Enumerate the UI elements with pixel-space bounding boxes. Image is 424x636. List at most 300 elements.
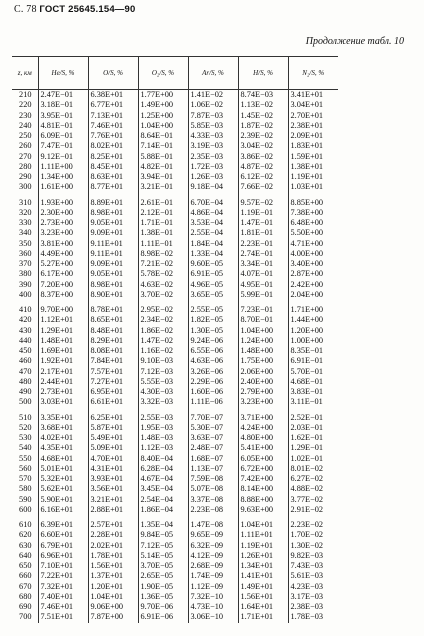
altitude-cell: 430 (19, 325, 32, 335)
value-cell: 5.88E−01 (138, 152, 188, 162)
table-row (12, 515, 338, 530)
value-cell: 7.12E−03 (138, 367, 188, 377)
table-row (12, 541, 338, 551)
value-cell: 9.70E+00 (38, 300, 88, 315)
value-cell: 1.30E−05 (188, 326, 238, 336)
standard-code: ГОСТ 25645.154—90 (39, 4, 136, 15)
value-cell: 3.65E−05 (188, 290, 238, 300)
table-row (12, 377, 338, 387)
table-row (12, 571, 338, 581)
value-cell: 7.10E+01 (38, 561, 88, 571)
table-row (12, 152, 338, 162)
value-cell: 1.34E+01 (238, 561, 288, 571)
table-row (12, 346, 338, 356)
value-cell: 9.65E−09 (188, 530, 238, 540)
value-cell: 2.73E+01 (38, 387, 88, 397)
value-cell: 2.61E−01 (138, 193, 188, 208)
value-cell: 1.12E+01 (38, 315, 88, 325)
value-cell: 2.39E−02 (238, 131, 288, 141)
value-cell: 5.55E−03 (138, 377, 188, 387)
value-cell: 2.04E+00 (288, 290, 338, 300)
value-cell: 7.87E+00 (88, 612, 138, 622)
value-cell: 3.40E+00 (288, 259, 338, 269)
value-cell: 5.62E+01 (38, 484, 88, 494)
value-cell: 1.30E−02 (288, 541, 338, 551)
altitude-cell: 330 (19, 218, 32, 227)
value-cell: 3.35E+01 (38, 408, 88, 423)
value-cell: 6.48E+00 (288, 218, 338, 228)
value-cell: 5.99E−01 (238, 290, 288, 300)
value-cell: 3.26E−06 (188, 367, 238, 377)
value-cell: 9.05E+01 (88, 269, 138, 279)
value-cell: 3.23E+00 (38, 228, 88, 238)
value-cell: 2.87E+00 (288, 269, 338, 279)
value-cell: 6.60E+01 (38, 530, 88, 540)
value-cell: 2.38E−03 (288, 602, 338, 612)
value-cell: 6.55E−06 (188, 346, 238, 356)
altitude-cell: 680 (19, 591, 32, 601)
altitude-cell: 390 (19, 279, 32, 289)
table-row (12, 408, 338, 423)
value-cell: 7.76E+01 (88, 131, 138, 141)
value-cell: 1.47E−08 (188, 515, 238, 530)
value-cell: 9.10E−03 (138, 356, 188, 366)
value-cell: 8.40E−04 (138, 454, 188, 464)
value-cell: 3.68E+01 (38, 423, 88, 433)
value-cell: 1.64E+01 (238, 602, 288, 612)
altitude-cell: 650 (19, 561, 32, 570)
value-cell: 7.59E−08 (188, 474, 238, 484)
value-cell: 2.30E+00 (38, 208, 88, 218)
value-cell: 1.62E−01 (288, 433, 338, 443)
table-continuation-label: Продолжение табл. 10 (305, 36, 404, 47)
value-cell: 4.71E+00 (288, 239, 338, 249)
altitude-cell: 620 (19, 530, 32, 540)
value-cell: 7.14E−01 (138, 141, 188, 151)
value-cell: 3.83E−01 (288, 387, 338, 397)
value-cell: 6.32E−09 (188, 541, 238, 551)
value-cell: 3.03E+01 (38, 397, 88, 407)
value-cell: 6.61E+01 (88, 397, 138, 407)
value-cell: 1.71E+01 (238, 612, 288, 622)
value-cell: 3.70E−05 (138, 561, 188, 571)
value-cell: 2.65E−05 (138, 571, 188, 581)
value-cell: 2.54E−04 (138, 495, 188, 505)
altitude-cell: 550 (19, 453, 32, 463)
value-cell: 5.01E+01 (38, 464, 88, 474)
table-row (12, 162, 338, 172)
value-cell: 2.55E−03 (138, 408, 188, 423)
value-cell: 4.67E−04 (138, 474, 188, 484)
value-cell: 3.41E+01 (288, 90, 338, 101)
value-cell: 1.60E−06 (188, 387, 238, 397)
value-cell: 1.34E+00 (38, 172, 88, 182)
value-cell: 8.98E+01 (88, 208, 138, 218)
altitude-cell: 570 (19, 474, 32, 483)
table-row (12, 387, 338, 397)
value-cell: 6.77E+01 (88, 100, 138, 110)
value-cell: 1.03E+01 (288, 182, 338, 192)
value-cell: 3.86E−02 (238, 152, 288, 162)
value-cell: 3.53E−04 (188, 218, 238, 228)
value-cell: 1.24E+00 (238, 336, 288, 346)
value-cell: 1.04E+01 (238, 515, 288, 530)
altitude-cell: 370 (19, 259, 32, 268)
value-cell: 9.12E−01 (38, 152, 88, 162)
table-row (12, 495, 338, 505)
value-cell: 1.19E−01 (238, 208, 288, 218)
value-cell: 1.86E−04 (138, 505, 188, 515)
value-cell: 8.98E+01 (88, 280, 138, 290)
value-cell: 1.04E+00 (138, 121, 188, 131)
value-cell: 3.70E−02 (138, 290, 188, 300)
value-cell: 6.27E−02 (288, 474, 338, 484)
table-row (12, 443, 338, 453)
table-row (12, 423, 338, 433)
value-cell: 5.14E−05 (138, 551, 188, 561)
value-cell: 4.00E+00 (288, 249, 338, 259)
value-cell: 1.74E−09 (188, 571, 238, 581)
value-cell: 2.28E+01 (88, 530, 138, 540)
table-row (12, 336, 338, 346)
value-cell: 3.06E−10 (188, 612, 238, 622)
value-cell: 2.03E−01 (288, 423, 338, 433)
value-cell: 1.48E+01 (38, 336, 88, 346)
value-cell: 5.09E+01 (88, 443, 138, 453)
value-cell: 1.87E−02 (238, 121, 288, 131)
value-cell: 3.45E−04 (138, 484, 188, 494)
value-cell: 1.36E−05 (138, 592, 188, 602)
value-cell: 7.70E−07 (188, 408, 238, 423)
value-cell: 1.13E−02 (238, 100, 288, 110)
column-header: z, км (12, 57, 38, 90)
value-cell: 8.74E−03 (238, 90, 288, 101)
value-cell: 4.70E+01 (88, 454, 138, 464)
value-cell: 7.13E+01 (88, 111, 138, 121)
value-cell: 9.60E−05 (188, 259, 238, 269)
value-cell: 1.13E−07 (188, 464, 238, 474)
value-cell: 1.95E−03 (138, 423, 188, 433)
value-cell: 7.40E+01 (38, 592, 88, 602)
value-cell: 4.80E+00 (238, 433, 288, 443)
table-row (12, 269, 338, 279)
table-row (12, 433, 338, 443)
table-header-row (12, 57, 338, 90)
value-cell: 5.41E+00 (238, 443, 288, 453)
value-cell: 6.91E−05 (188, 269, 238, 279)
table-row (12, 300, 338, 315)
column-header: O₂/S, % (138, 57, 188, 90)
altitude-cell: 450 (19, 346, 32, 355)
altitude-cell: 460 (19, 356, 32, 366)
value-cell: 9.06E+00 (88, 602, 138, 612)
value-cell: 3.94E−01 (138, 172, 188, 182)
value-cell: 3.18E−01 (38, 100, 88, 110)
table-row (12, 218, 338, 228)
table-row (12, 484, 338, 494)
column-header: O/S, % (88, 57, 138, 90)
table-row (12, 367, 338, 377)
value-cell: 4.73E−10 (188, 602, 238, 612)
table-row (12, 182, 338, 192)
table-body (12, 90, 338, 623)
value-cell: 1.41E+01 (238, 571, 288, 581)
value-cell: 1.56E+01 (88, 561, 138, 571)
altitude-cell: 210 (19, 90, 32, 99)
value-cell: 1.69E+01 (38, 346, 88, 356)
value-cell: 1.56E+01 (238, 592, 288, 602)
table-row (12, 290, 338, 300)
value-cell: 5.85E−03 (188, 121, 238, 131)
altitude-cell: 510 (19, 412, 32, 422)
altitude-cell: 400 (19, 289, 32, 299)
value-cell: 1.72E−03 (188, 162, 238, 172)
value-cell: 1.35E−04 (138, 515, 188, 530)
value-cell: 9.09E+01 (88, 259, 138, 269)
value-cell: 3.21E+01 (88, 495, 138, 505)
value-cell: 1.47E−02 (138, 336, 188, 346)
table-row (12, 505, 338, 515)
value-cell: 2.38E+01 (288, 121, 338, 131)
table-row (12, 249, 338, 259)
value-cell: 7.46E+01 (38, 602, 88, 612)
value-cell: 8.65E+01 (88, 315, 138, 325)
value-cell: 8.90E+01 (88, 290, 138, 300)
value-cell: 9.18E−04 (188, 182, 238, 192)
value-cell: 1.49E+00 (138, 100, 188, 110)
table-row (12, 280, 338, 290)
table-row (12, 315, 338, 325)
altitude-cell: 410 (19, 305, 32, 314)
value-cell: 8.25E+01 (88, 152, 138, 162)
value-cell: 8.37E+00 (38, 290, 88, 300)
value-cell: 1.19E+01 (238, 541, 288, 551)
value-cell: 3.81E+00 (38, 239, 88, 249)
value-cell: 7.87E−03 (188, 111, 238, 121)
value-cell: 1.92E+01 (38, 356, 88, 366)
value-cell: 9.09E+01 (88, 228, 138, 238)
value-cell: 2.02E+01 (88, 541, 138, 551)
value-cell: 4.96E−05 (188, 280, 238, 290)
value-cell: 3.04E+01 (288, 100, 338, 110)
table-row (12, 464, 338, 474)
value-cell: 3.23E+00 (238, 397, 288, 407)
value-cell: 1.25E+00 (138, 111, 188, 121)
value-cell: 1.82E−05 (188, 315, 238, 325)
value-cell: 3.11E−01 (288, 397, 338, 407)
page-header (14, 4, 135, 15)
value-cell: 7.32E+01 (38, 582, 88, 592)
value-cell: 8.63E+01 (88, 172, 138, 182)
value-cell: 1.11E+00 (38, 162, 88, 172)
table-row (12, 90, 338, 101)
value-cell: 8.77E+01 (88, 182, 138, 192)
table-row (12, 228, 338, 238)
value-cell: 1.02E−01 (288, 454, 338, 464)
altitude-cell: 350 (19, 238, 32, 248)
altitude-cell: 590 (19, 494, 32, 504)
value-cell: 1.00E+00 (288, 336, 338, 346)
value-cell: 4.86E−04 (188, 208, 238, 218)
column-header: He/S, % (38, 57, 88, 90)
altitude-cell: 670 (19, 581, 32, 591)
value-cell: 4.49E+00 (38, 249, 88, 259)
value-cell: 1.59E+01 (288, 152, 338, 162)
altitude-cell: 260 (19, 141, 32, 151)
table-row (12, 592, 338, 602)
value-cell: 5.70E−01 (288, 367, 338, 377)
altitude-cell: 500 (19, 397, 32, 407)
value-cell: 1.20E+00 (288, 326, 338, 336)
table-row (12, 259, 338, 269)
value-cell: 1.12E−09 (188, 582, 238, 592)
column-header: H/S, % (238, 57, 288, 90)
value-cell: 3.04E−02 (238, 141, 288, 151)
value-cell: 6.12E−02 (238, 172, 288, 182)
value-cell: 6.91E−01 (288, 356, 338, 366)
value-cell: 2.23E−02 (288, 515, 338, 530)
altitude-cell: 540 (19, 443, 32, 453)
altitude-cell: 610 (19, 520, 32, 529)
table-row (12, 111, 338, 121)
value-cell: 3.77E−02 (288, 495, 338, 505)
value-cell: 2.47E−01 (38, 90, 88, 101)
altitude-cell: 560 (19, 463, 32, 473)
value-cell: 1.04E+01 (88, 592, 138, 602)
value-cell: 6.05E+00 (238, 454, 288, 464)
value-cell: 9.24E−06 (188, 336, 238, 346)
value-cell: 2.12E−01 (138, 208, 188, 218)
value-cell: 5.07E−08 (188, 484, 238, 494)
altitude-cell: 630 (19, 540, 32, 550)
value-cell: 9.70E−06 (138, 602, 188, 612)
altitude-cell: 310 (19, 197, 32, 207)
value-cell: 6.91E−06 (138, 612, 188, 622)
value-cell: 7.57E+01 (88, 367, 138, 377)
value-cell: 8.48E+01 (88, 326, 138, 336)
value-cell: 7.38E+00 (288, 208, 338, 218)
altitude-cell: 380 (19, 269, 32, 279)
value-cell: 7.51E+01 (38, 612, 88, 622)
column-header: N₂/S, % (288, 57, 338, 90)
value-cell: 1.19E+01 (288, 172, 338, 182)
value-cell: 4.24E+00 (238, 423, 288, 433)
value-cell: 9.05E+01 (88, 218, 138, 228)
value-cell: 3.71E+00 (238, 408, 288, 423)
value-cell: 2.57E+01 (88, 515, 138, 530)
altitude-cell: 250 (19, 131, 32, 140)
altitude-cell: 220 (19, 100, 32, 110)
value-cell: 1.04E+00 (238, 326, 288, 336)
table-row (12, 356, 338, 366)
table-row (12, 100, 338, 110)
value-cell: 2.79E+00 (238, 387, 288, 397)
altitude-cell: 300 (19, 182, 32, 192)
altitude-cell: 270 (19, 151, 32, 161)
value-cell: 3.32E−03 (138, 397, 188, 407)
value-cell: 2.29E−06 (188, 377, 238, 387)
value-cell: 3.63E−07 (188, 433, 238, 443)
value-cell: 3.21E−01 (138, 182, 188, 192)
value-cell: 6.72E+00 (238, 464, 288, 474)
value-cell: 2.55E−04 (188, 228, 238, 238)
value-cell: 2.74E−01 (238, 249, 288, 259)
value-cell: 1.48E−03 (138, 433, 188, 443)
value-cell: 6.28E−04 (138, 464, 188, 474)
value-cell: 8.01E−02 (288, 464, 338, 474)
value-cell: 1.78E+01 (88, 551, 138, 561)
altitude-cell: 290 (19, 172, 32, 181)
value-cell: 1.48E+00 (238, 346, 288, 356)
data-table (12, 56, 338, 623)
value-cell: 1.77E+00 (138, 90, 188, 101)
value-cell: 7.42E+00 (238, 474, 288, 484)
value-cell: 4.87E−02 (238, 162, 288, 172)
value-cell: 4.02E+01 (38, 433, 88, 443)
altitude-cell: 280 (19, 161, 32, 171)
value-cell: 6.79E+01 (38, 541, 88, 551)
value-cell: 6.70E−04 (188, 193, 238, 208)
altitude-cell: 240 (19, 120, 32, 130)
value-cell: 6.95E+01 (88, 387, 138, 397)
value-cell: 1.26E−03 (188, 172, 238, 182)
altitude-cell: 600 (19, 504, 32, 514)
value-cell: 2.42E+00 (288, 280, 338, 290)
value-cell: 1.81E−01 (238, 228, 288, 238)
value-cell: 8.45E+01 (88, 162, 138, 172)
altitude-cell: 580 (19, 484, 32, 494)
value-cell: 2.34E−02 (138, 315, 188, 325)
value-cell: 5.27E+00 (38, 259, 88, 269)
value-cell: 1.90E−05 (138, 582, 188, 592)
value-cell: 8.14E+00 (238, 484, 288, 494)
value-cell: 5.78E−02 (138, 269, 188, 279)
value-cell: 7.20E+00 (38, 280, 88, 290)
value-cell: 1.86E−02 (138, 326, 188, 336)
value-cell: 6.38E+01 (88, 90, 138, 101)
value-cell: 9.82E−03 (288, 551, 338, 561)
page-number: С. 78 (14, 4, 37, 15)
value-cell: 8.29E+01 (88, 336, 138, 346)
value-cell: 4.95E−01 (238, 280, 288, 290)
value-cell: 5.90E+01 (38, 495, 88, 505)
value-cell: 8.89E+01 (88, 193, 138, 208)
value-cell: 9.57E−02 (238, 193, 288, 208)
table-row (12, 397, 338, 407)
value-cell: 8.78E+01 (88, 300, 138, 315)
table-row (12, 561, 338, 571)
value-cell: 7.43E−03 (288, 561, 338, 571)
table-row (12, 612, 338, 622)
value-cell: 2.17E+01 (38, 367, 88, 377)
value-cell: 1.20E+01 (88, 582, 138, 592)
value-cell: 2.48E−07 (188, 443, 238, 453)
table-row (12, 326, 338, 336)
value-cell: 3.17E−03 (288, 592, 338, 602)
value-cell: 1.11E−01 (138, 239, 188, 249)
table-row (12, 474, 338, 484)
value-cell: 4.82E−01 (138, 162, 188, 172)
value-cell: 6.25E+01 (88, 408, 138, 423)
value-cell: 8.70E−01 (238, 315, 288, 325)
value-cell: 1.11E−06 (188, 397, 238, 407)
value-cell: 1.06E−02 (188, 100, 238, 110)
table-row (12, 193, 338, 208)
value-cell: 4.88E−02 (288, 484, 338, 494)
altitude-cell: 520 (19, 422, 32, 432)
value-cell: 1.47E−01 (238, 218, 288, 228)
value-cell: 1.61E+00 (38, 182, 88, 192)
